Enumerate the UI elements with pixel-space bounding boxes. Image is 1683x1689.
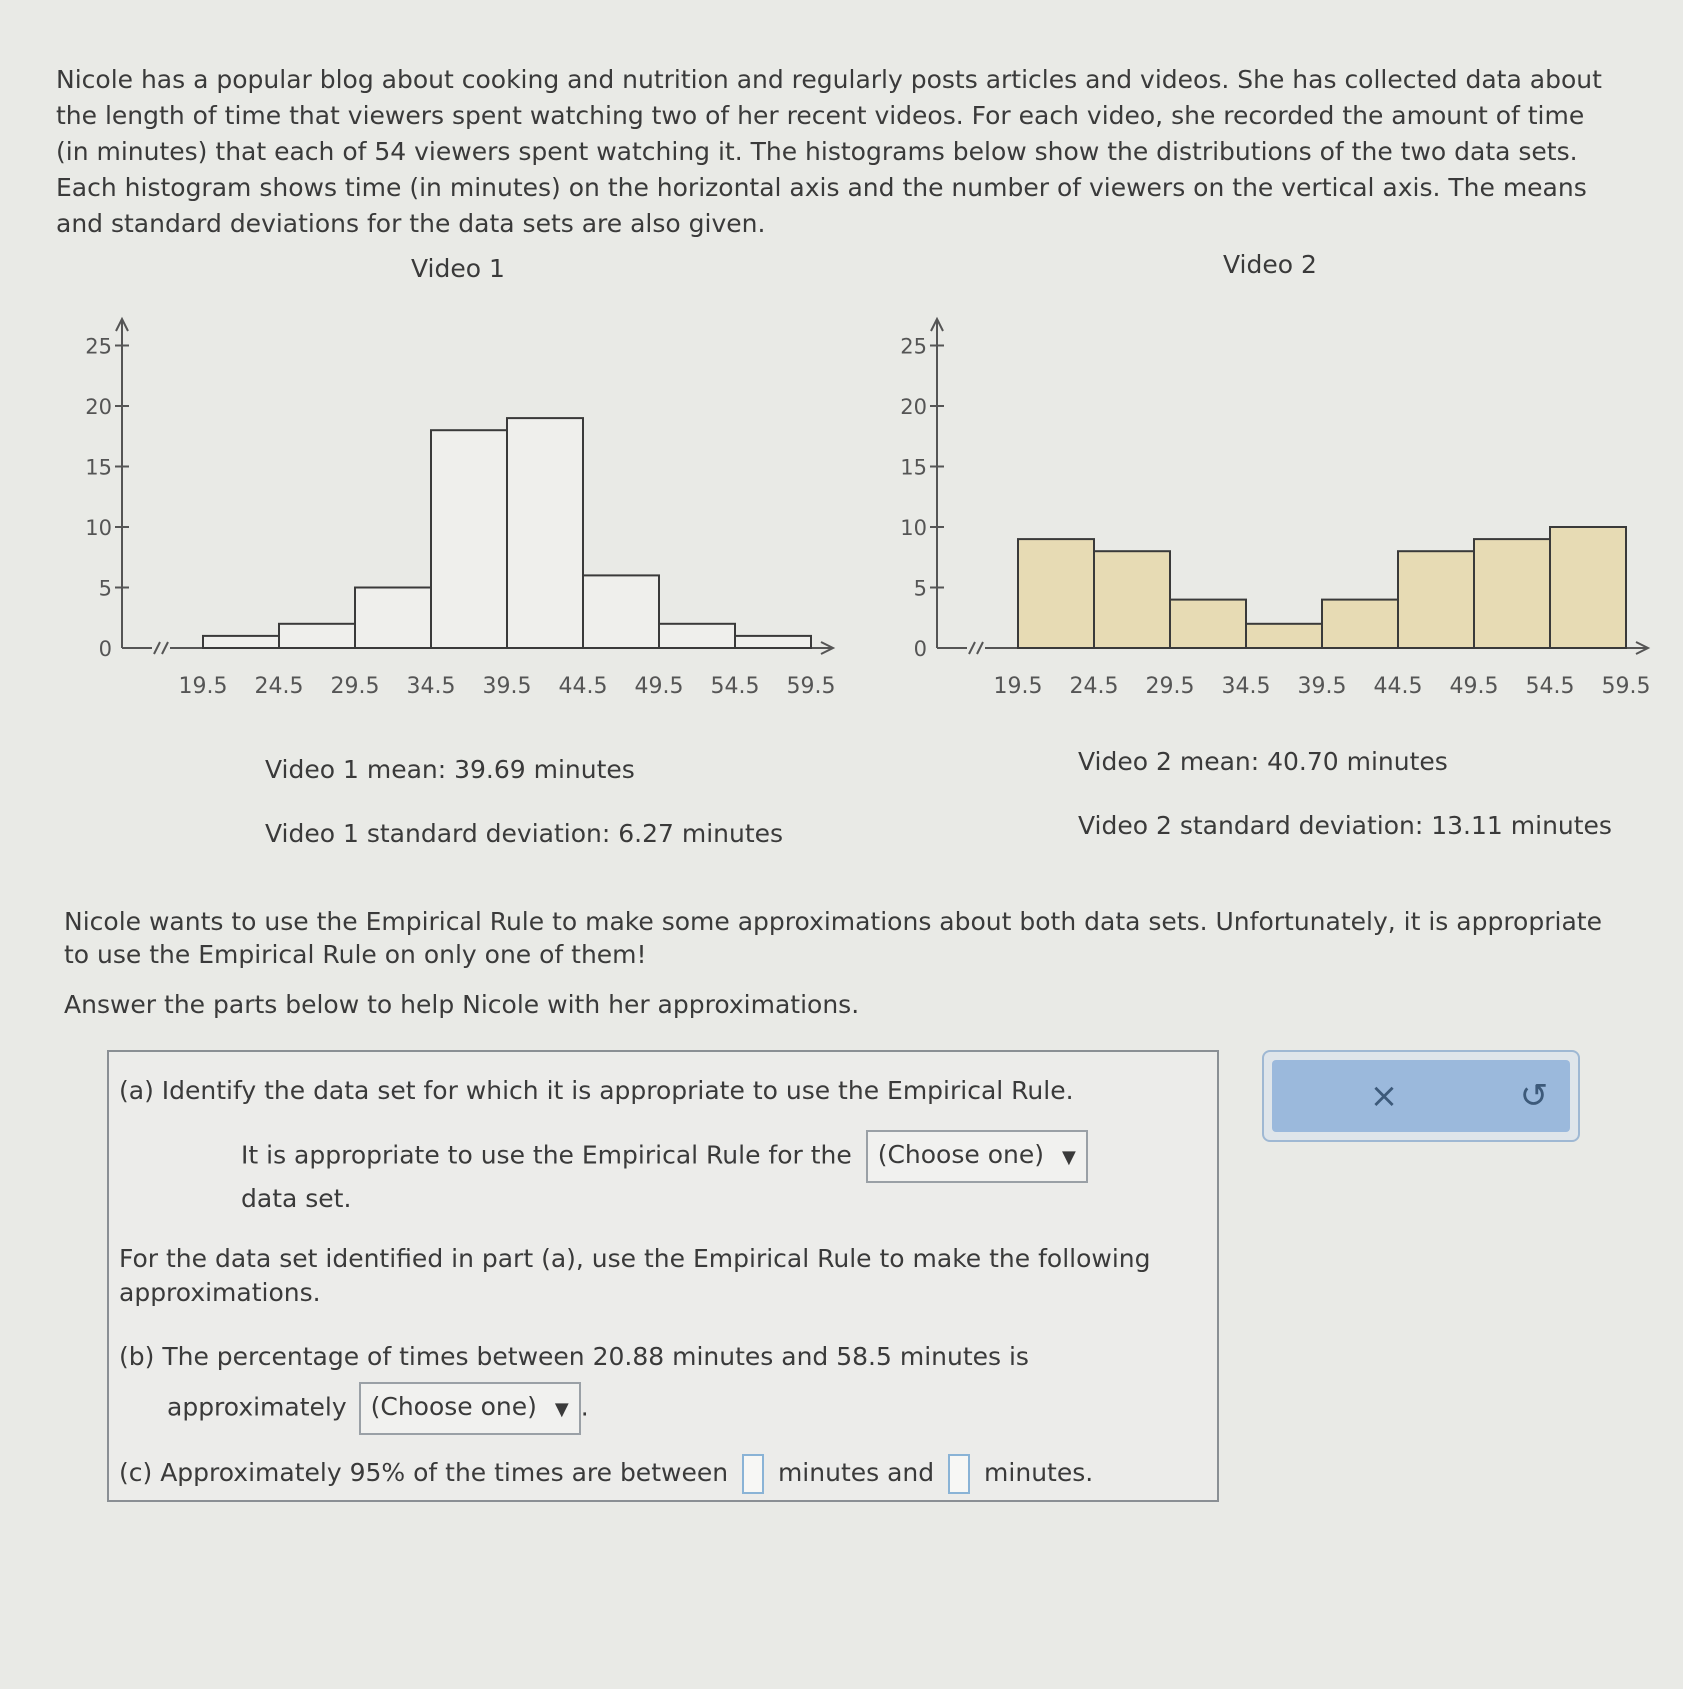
x-tick-label: 54.5 <box>710 674 760 699</box>
upper-bound-input[interactable] <box>948 1454 970 1494</box>
chevron-down-icon: ▼ <box>1061 1147 1076 1168</box>
y-tick-label: 10 <box>900 516 927 540</box>
answer-actions <box>1262 1050 1580 1142</box>
question-c-end-text: minutes. <box>984 1458 1094 1487</box>
data-set-select-value: (Choose one) <box>877 1140 1044 1169</box>
histogram-bar <box>735 636 811 648</box>
histogram-video-1 <box>70 295 850 715</box>
chart-title-video-1: Video 1 <box>411 254 505 283</box>
axis-break-mark <box>969 642 983 654</box>
chevron-down-icon: ▼ <box>554 1399 569 1420</box>
chart-title-video-2: Video 2 <box>1223 250 1317 279</box>
answer-instructions: Answer the parts below to help Nicole with her approximations. <box>64 990 860 1019</box>
x-tick-label: 59.5 <box>786 674 836 699</box>
y-tick-label: 20 <box>85 395 112 419</box>
question-c-line <box>119 1454 1093 1494</box>
x-tick-label: 39.5 <box>1297 674 1347 699</box>
video-1-standard-deviation: Video 1 standard deviation: 6.27 minutes <box>265 819 784 848</box>
clear-button[interactable] <box>1354 1070 1414 1122</box>
axis-break-mark <box>154 642 168 654</box>
video-2-standard-deviation: Video 2 standard deviation: 13.11 minutes <box>1078 811 1612 840</box>
y-tick-label: 15 <box>900 455 927 480</box>
x-tick-label: 54.5 <box>1525 674 1575 699</box>
question-b-approx-text: approximately <box>167 1392 347 1422</box>
question-b-line2 <box>167 1382 589 1435</box>
y-tick-label: 15 <box>85 455 112 480</box>
question-a-sentence <box>241 1130 1088 1183</box>
data-set-select[interactable] <box>866 1130 1088 1183</box>
x-tick-label: 24.5 <box>1069 674 1119 699</box>
histogram-bar <box>355 588 431 649</box>
y-tick-label: 0 <box>913 637 927 661</box>
question-a-text: It is appropriate to use the Empirical Rule for the <box>241 1140 852 1170</box>
y-tick-label: 25 <box>900 334 927 359</box>
histogram-bar <box>431 430 507 648</box>
y-tick-label: 10 <box>85 516 112 540</box>
histogram-bar <box>507 418 583 648</box>
question-c-text: (c) Approximately 95% of the times are between <box>119 1458 729 1487</box>
question-b-period: . <box>580 1392 589 1422</box>
y-tick-label: 25 <box>85 334 112 359</box>
x-tick-label: 49.5 <box>1449 674 1499 699</box>
histogram-bar <box>1550 527 1626 648</box>
video-1-mean: Video 1 mean: 39.69 minutes <box>265 755 635 784</box>
question-panel <box>107 1050 1219 1502</box>
histogram-bar <box>1474 539 1550 648</box>
x-tick-label: 59.5 <box>1601 674 1651 699</box>
undo-button[interactable] <box>1504 1070 1564 1122</box>
x-tick-label: 29.5 <box>1145 674 1195 699</box>
part-a-instruction: For the data set identified in part (a), use the Empirical Rule to make the following approximations. <box>119 1244 1151 1307</box>
question-a-sentence-end: data set. <box>241 1184 352 1213</box>
histogram-bar <box>583 575 659 648</box>
undo-icon: ↺ <box>1519 1076 1549 1116</box>
y-tick-label: 5 <box>913 576 927 601</box>
x-tick-label: 19.5 <box>178 674 228 699</box>
histogram-bar <box>1018 539 1094 648</box>
histogram-video-2 <box>885 295 1665 715</box>
lower-bound-input[interactable] <box>742 1454 764 1494</box>
question-a-label: (a) Identify the data set for which it is appropriate to use the Empirical Rule. <box>119 1076 1074 1105</box>
histogram-bar <box>659 624 735 648</box>
histogram-bar <box>1170 600 1246 648</box>
x-tick-label: 49.5 <box>634 674 684 699</box>
x-tick-label: 24.5 <box>254 674 304 699</box>
x-tick-label: 34.5 <box>1221 674 1271 699</box>
video-2-mean: Video 2 mean: 40.70 minutes <box>1078 747 1448 776</box>
x-tick-label: 44.5 <box>1373 674 1423 699</box>
histogram-bar <box>279 624 355 648</box>
x-tick-label: 29.5 <box>330 674 380 699</box>
x-tick-label: 39.5 <box>482 674 532 699</box>
question-c-mid-text: minutes and <box>777 1458 935 1487</box>
x-tick-label: 44.5 <box>558 674 608 699</box>
close-icon: × <box>1369 1076 1399 1116</box>
histogram-bar <box>1094 551 1170 648</box>
histogram-bar <box>1246 624 1322 648</box>
histogram-bar <box>1398 551 1474 648</box>
histogram-bar <box>203 636 279 648</box>
histogram-bar <box>1322 600 1398 648</box>
x-tick-label: 34.5 <box>406 674 456 699</box>
answer-actions-bar <box>1272 1060 1570 1132</box>
percentage-select-value: (Choose one) <box>370 1392 537 1421</box>
x-tick-label: 19.5 <box>993 674 1043 699</box>
empirical-rule-prompt: Nicole wants to use the Empirical Rule to make some approximations about both data sets. Unfortunately, it is appropriate to use the Empirical Rule on only one of them! <box>64 907 1602 969</box>
intro-text: Nicole has a popular blog about cooking and nutrition and regularly posts articles and videos. She has collected data about the length of time that viewers spent watching two of her recent videos. For each video, she recorded the amount of time (in minutes) that each of 54 viewers spent watching it. The histograms below show the distributions of the two data sets. Each histogram shows time (in minutes) on the horizontal axis and the number of viewers on the vertical axis. The means and standard deviations for the data sets are also given. <box>56 65 1602 238</box>
y-tick-label: 20 <box>900 395 927 419</box>
question-b-label: (b) The percentage of times between 20.88 minutes and 58.5 minutes is <box>119 1342 1029 1371</box>
y-tick-label: 5 <box>98 576 112 601</box>
y-tick-label: 0 <box>98 637 112 661</box>
percentage-select[interactable] <box>359 1382 581 1435</box>
